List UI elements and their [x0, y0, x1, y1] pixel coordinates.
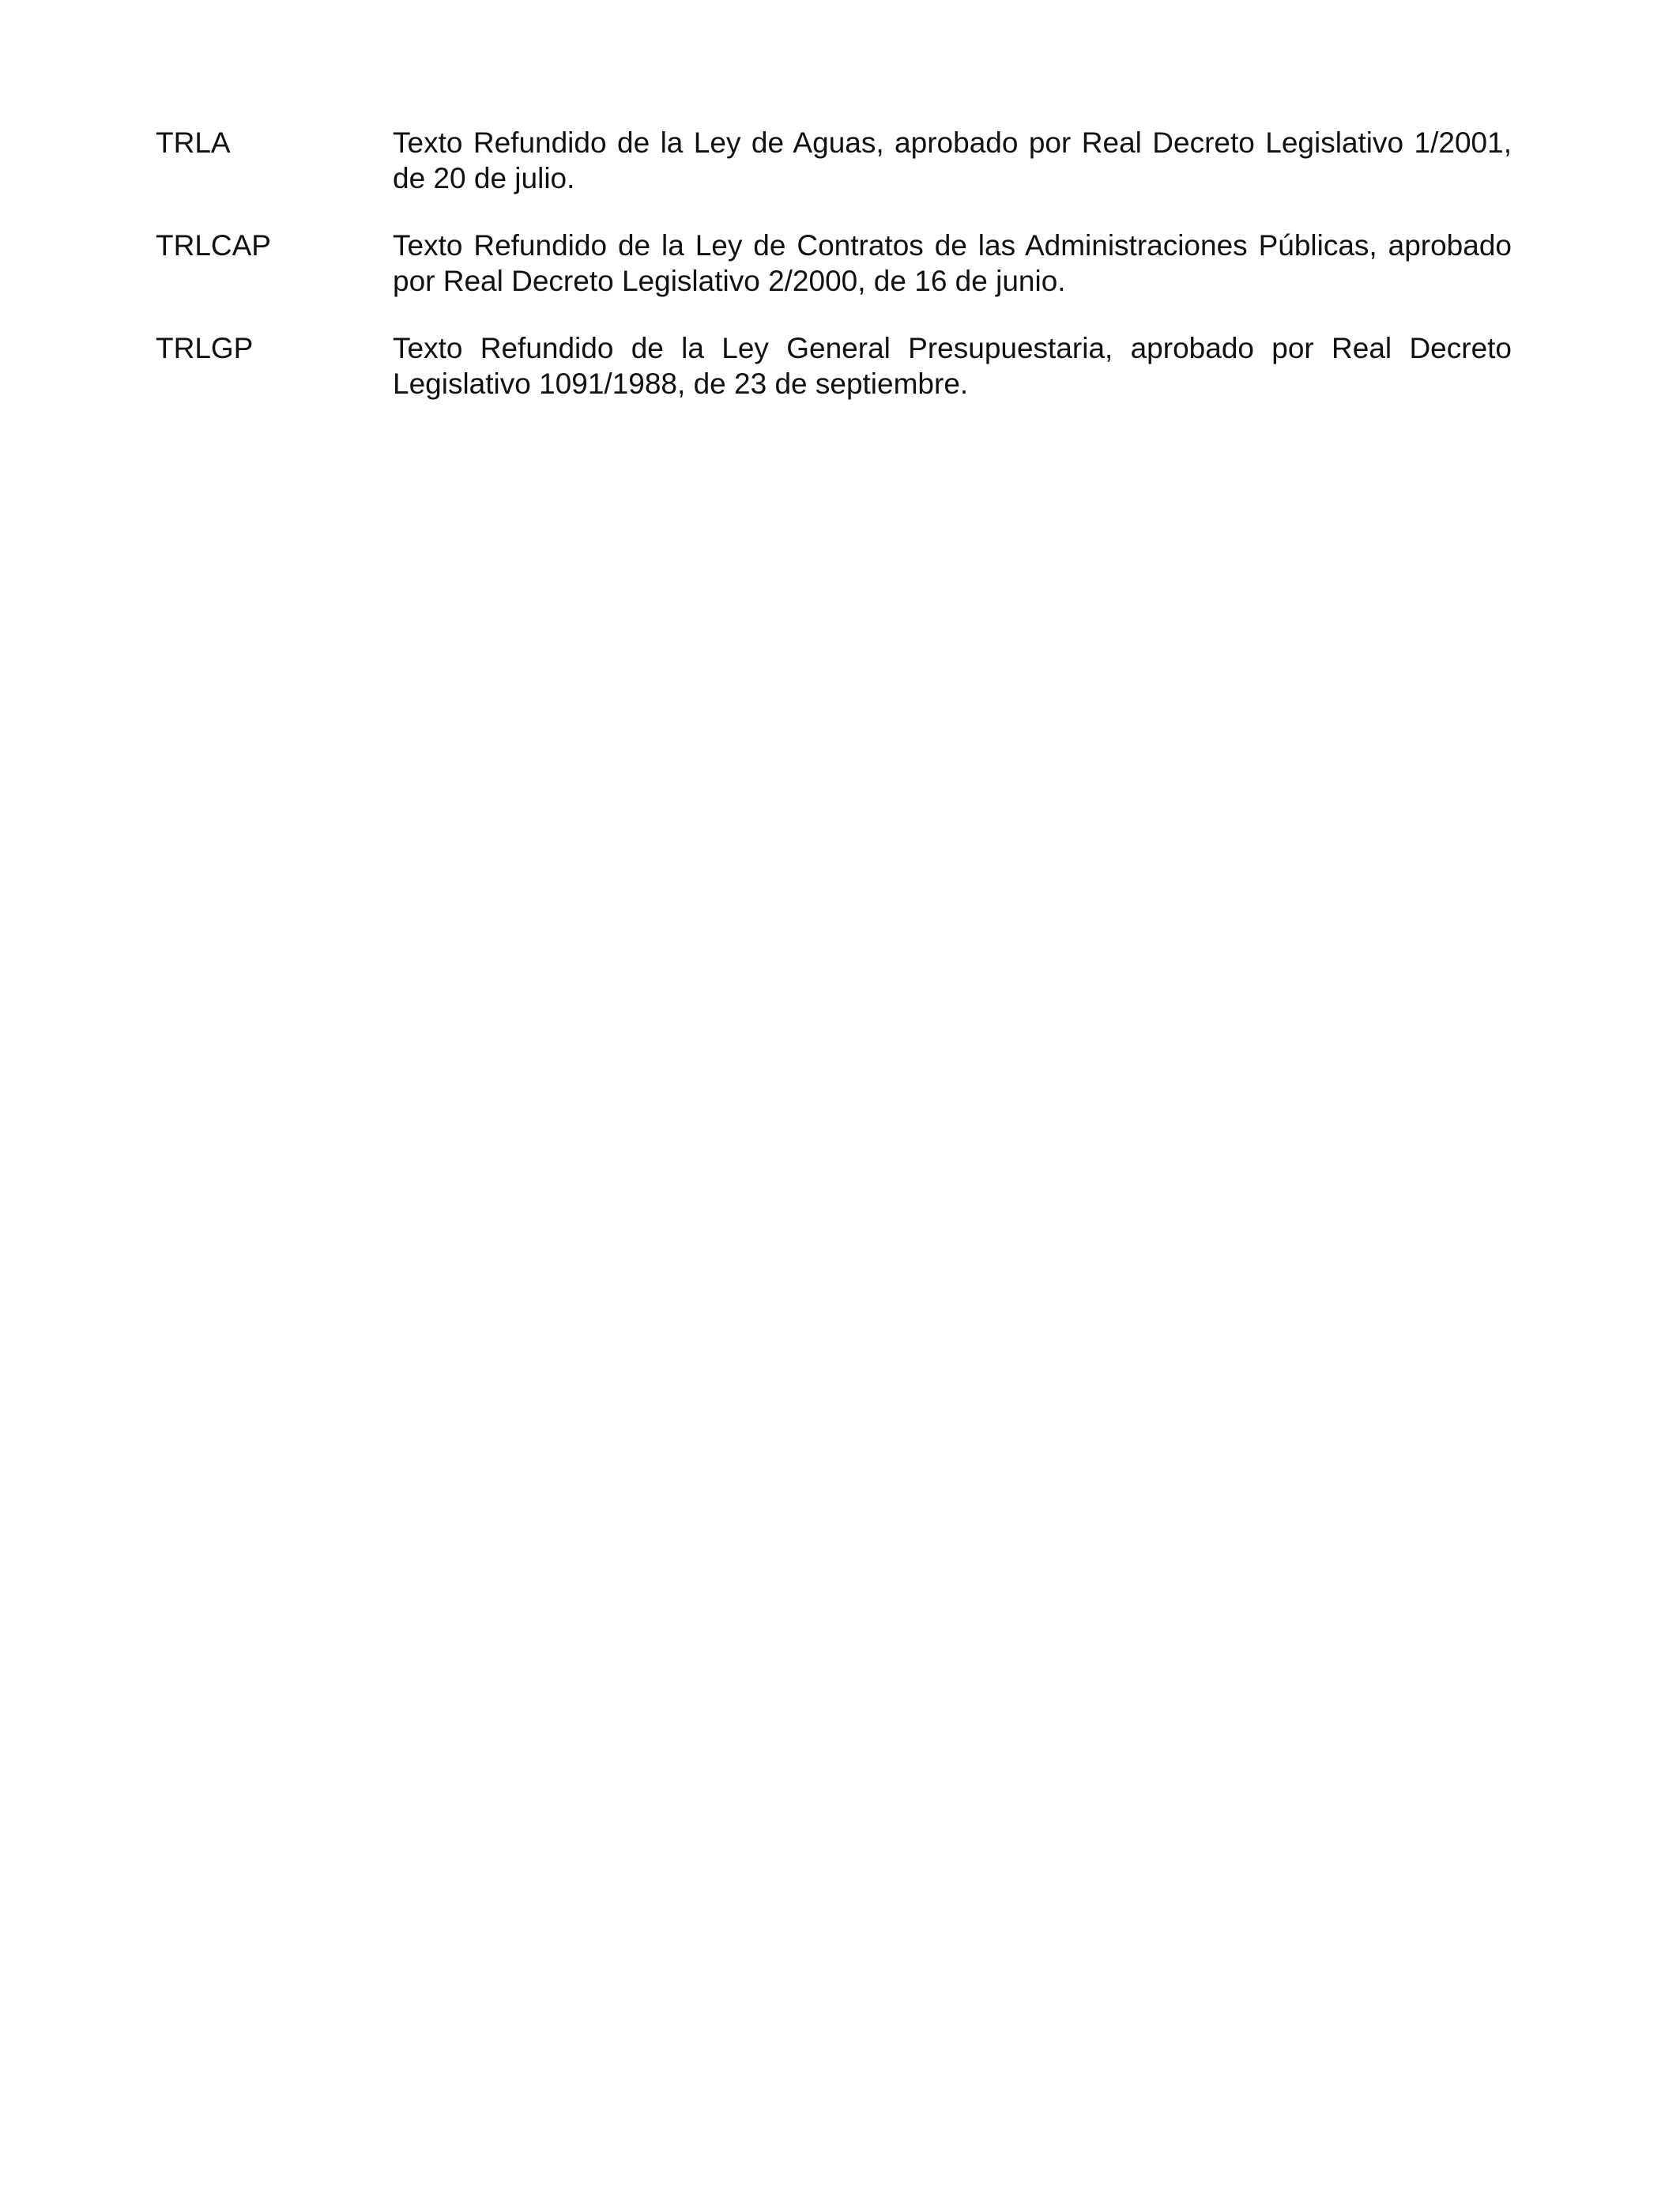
glossary-entry-trlcap [156, 228, 1512, 299]
glossary-entry-trla [156, 125, 1512, 196]
glossary-definition: Texto Refundido de la Ley de Aguas, aprobado por Real Decreto Legislativo 1/2001, de 20 de julio. [393, 126, 1512, 194]
abbreviation-glossary [156, 125, 1512, 433]
glossary-entry-trlgp [156, 330, 1512, 401]
glossary-definition: Texto Refundido de la Ley General Presupuestaria, aprobado por Real Decreto Legislativo 1091/1988, de 23 de septiembre. [393, 332, 1512, 400]
glossary-abbreviation: TRLGP [156, 332, 254, 364]
glossary-definition: Texto Refundido de la Ley de Contratos de las Administraciones Públicas, aprobado por Real Decreto Legislativo 2/2000, de 16 de junio. [393, 229, 1512, 297]
glossary-abbreviation: TRLA [156, 126, 231, 159]
glossary-abbreviation: TRLCAP [156, 229, 271, 262]
